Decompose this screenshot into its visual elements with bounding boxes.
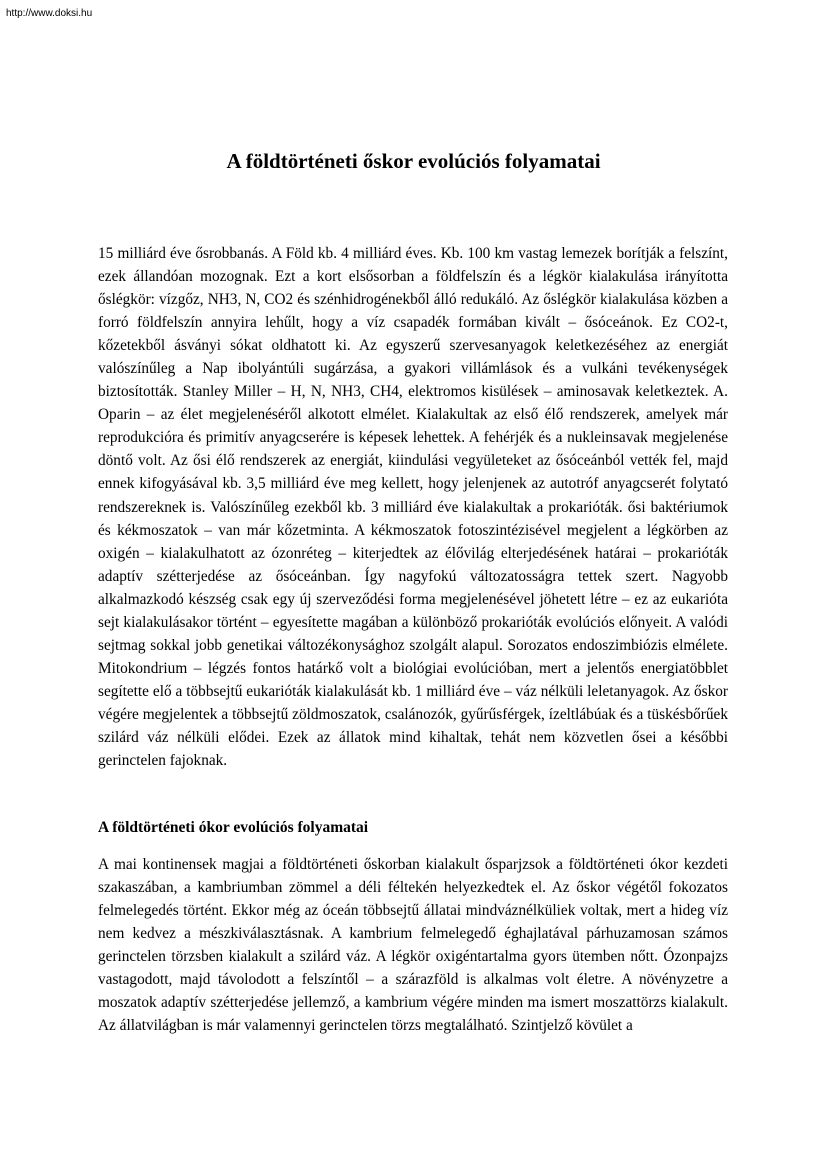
section-heading-paleozoic: A földtörténeti ókor evolúciós folyamatai xyxy=(98,819,369,836)
page-title: A földtörténeti őskor evolúciós folyamatai xyxy=(226,149,601,173)
source-url-link[interactable]: http://www.doksi.hu xyxy=(6,8,93,19)
paragraph-archean-evolution: 15 milliárd éve ősrobbanás. A Föld kb. 4 milliárd éves. Kb. 100 km vastag lemezek borítják a felszínt, ezek állandóan mozognak. Ezt a kort elsősorban a földfelszín és a légkör kialakulása irányította őslégkör: vízgőz, NH3, N, CO2 és szénhidrogénekből álló redukáló. Az őslégkör kialakulása közben a forró földfelszín annyira lehűlt, hogy a víz csapadék formában kivált – ősóceánok. Ez CO2-t, kőzetekből ásványi sókat oldhatott ki. Az egyszerű szervesanyagok keletkezéséhez az energiát valószínűleg a Nap ibolyántúli sugárzása, a gyakori villámlások és a vulkáni tevékenységek biztosították. Stanley Miller – H, N, NH3, CH4, elektromos kisülések – aminosavak keletkeztek. A. Oparin – az élet megjelenéséről alkotott elmélet. Kialakultak az első élő rendszerek, amelyek már reprodukcióra és primitív anyagcserére is képesek lehettek. A fehérjék és a nukleinsavak megjelenése döntő volt. Az ősi élő rendszerek az energiát, kiindulási vegyületeket az ősóceánból vették fel, majd ennek kifogyásával kb. 3,5 milliárd éve meg kellett, hogy jelenjenek az autotróf anyagcserét folytató rendszereknek is. Valószínűleg ezekből kb. 3 milliárd éve kialakultak a prokarióták. ősi baktériumok és kékmoszatok – van már kőzetminta. A kékmoszatok fotoszintézisével megjelent a légkörben az oxigén – kialakulhatott az ózonréteg – kiterjedtek az élővilág elterjedésének határai – prokarióták adaptív szétterjedése az ősóceánban. Így nagyfokú változatosságra tettek szert. Nagyobb alkalmazkodó készség csak egy új szerveződési forma megjelenésével jöhetett létre – ez az eukarióta sejt kialakulásakor történt – egyesítette magában a különböző prokarióták evolúciós előnyeit. A valódi sejtmag sokkal jobb genetikai változékonysághoz szolgált alapul. Sorozatos endoszimbiózis elmélete. Mitokondrium – légzés fontos határkő volt a biológiai evolúcióban, mert a jelentős energiatöbblet segítette elő a többsejtű eukarióták kialakulását kb. 1 milliárd éve – váz nélküli leletanyagok. Az őskor végére megjelentek a többsejtű zöldmoszatok, csalánozók, gyűrűsférgek, ízeltlábúak és a tüskésbőrűek szilárd váz nélküli elődei. Ezek az állatok mind kihaltak, tehát nem közvetlen ősei a későbbi gerinctelen fajoknak. xyxy=(98,245,728,770)
paragraph-paleozoic-evolution: A mai kontinensek magjai a földtörténeti őskorban kialakult ősparjzsok a földtörténeti ókor kezdeti szakaszában, a kambriumban zömmel a déli féltekén helyezkedtek el. Az őskor végétől fokozatos felmelegedés történt. Ekkor még az óceán többsejtű állatai mindváznélküliek voltak, mert a hideg víz nem kedvez a mészkiválasztásnak. A kambrium felmelegedő éghajlatával párhuzamosan számos gerinctelen törzsben kialakult a szilárd váz. A légkör oxigéntartalma gyors ütemben nőtt. Ózonpajzs vastagodott, majd távolodott a felszíntől – a szárazföld is alkalmas volt életre. A növényzetre a moszatok adaptív szétterjedése jellemző, a kambrium végére minden ma ismert moszattörzs kialakult. Az állatvilágban is már valamennyi gerinctelen törzs megtalálható. Szintjelző kövület a xyxy=(98,856,728,1035)
